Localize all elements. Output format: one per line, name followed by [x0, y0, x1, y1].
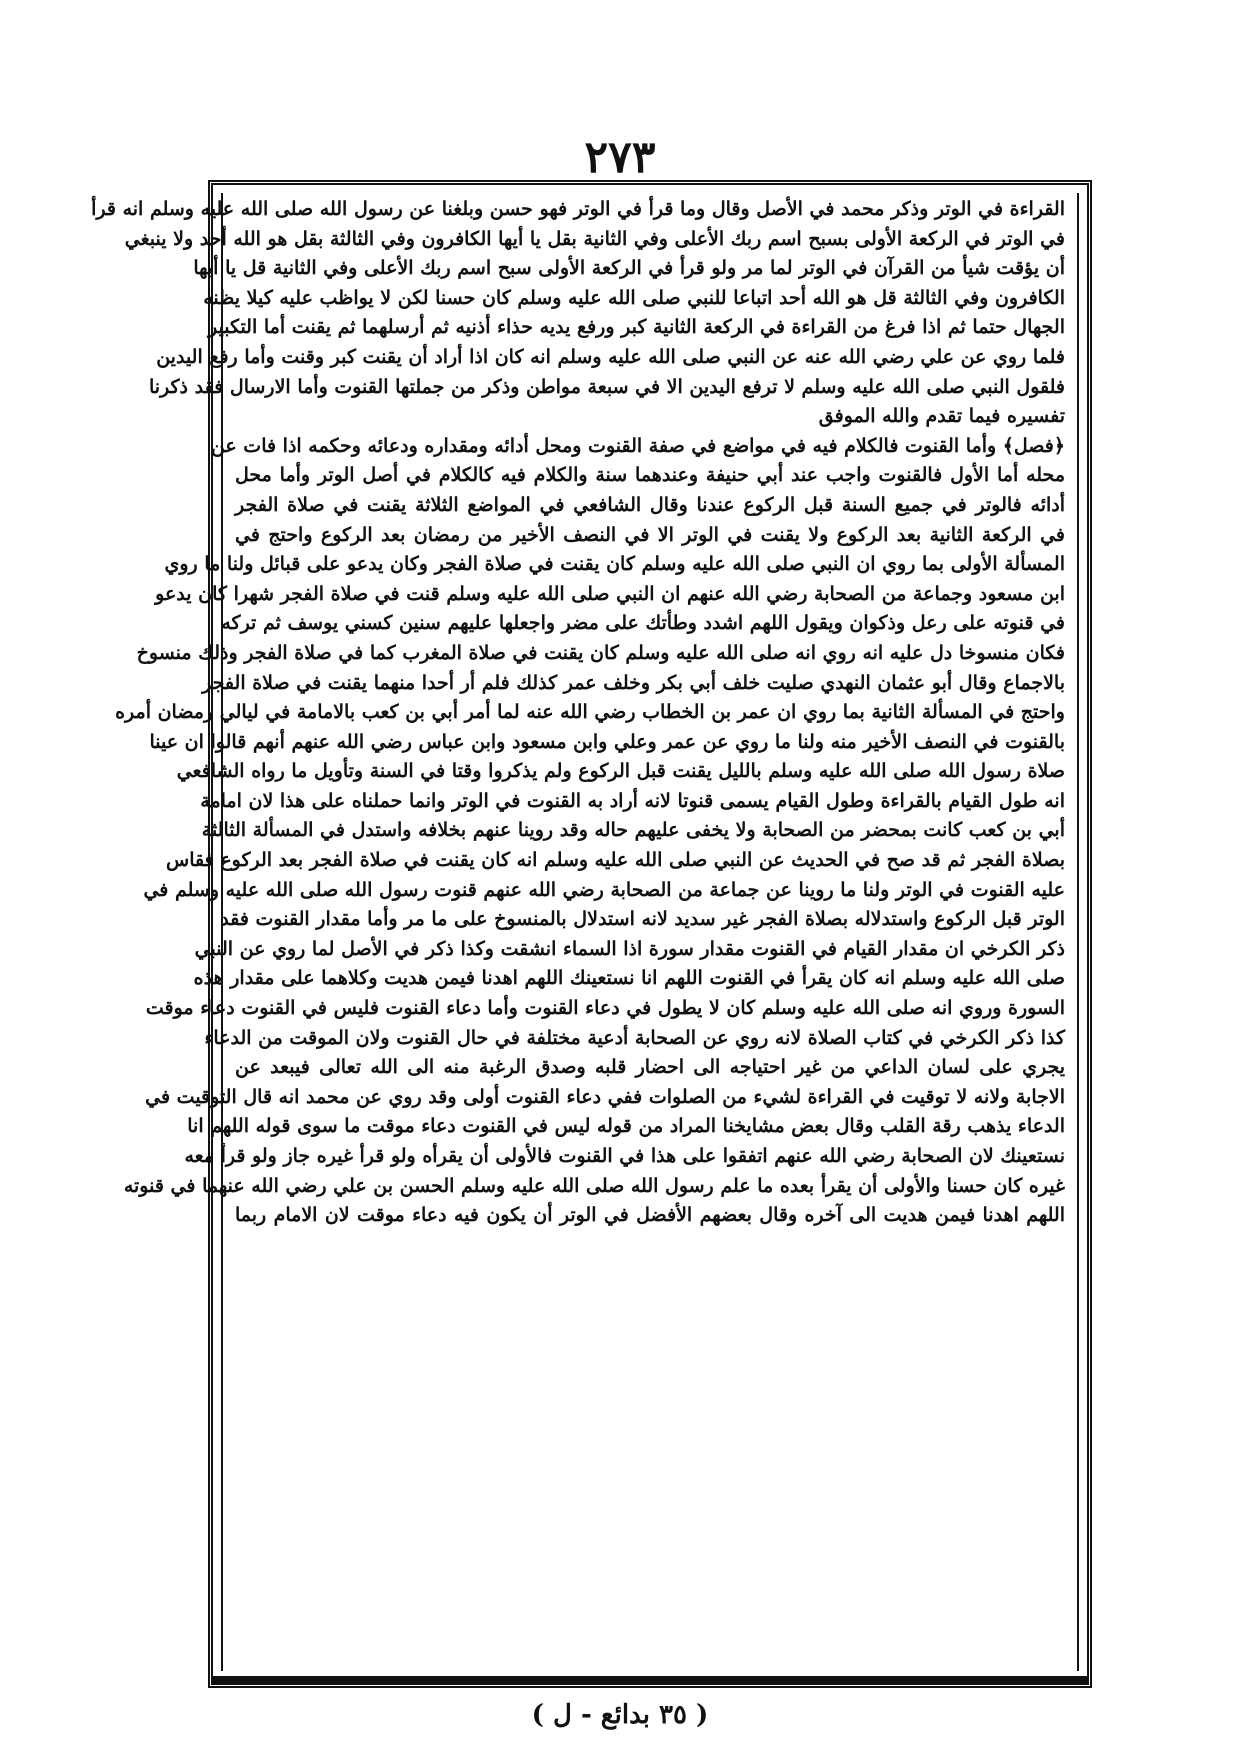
- text-line: السورة وروي انه صلى الله عليه وسلم كان لا يطول في دعاء القنوت وأما دعاء القنوت فليس في القنوت دعاء موقت: [145, 997, 1065, 1020]
- bottom-rule: [213, 1676, 1087, 1683]
- text-line: بالاجماع وقال أبو عثمان النهدي صليت خلف أبي بكر وخلف عمر كذلك فلم أر أحدا منهما يقنت في صلاة الفجر: [202, 671, 1065, 694]
- text-line: الدعاء يذهب رقة القلب وقال بعض مشايخنا المراد من قوله ليس في القنوت دعاء موقت ما سوى قوله اللهم انا: [187, 1115, 1065, 1138]
- text-line: أبي بن كعب كانت بمحضر من الصحابة ولا يخفى عليهم حاله وقد روينا عنهم بخلافه واستدل في المسألة الثالثة: [201, 819, 1065, 842]
- text-line: بصلاة الفجر ثم قد صح في الحديث عن النبي صلى الله عليه وسلم انه كان يقنت في صلاة الفجر بعد الركوع فقاس: [166, 849, 1065, 872]
- text-line: في الركعة الثانية بعد الركوع ولا يقنت في الوتر الا في النصف الأخير من رمضان بعد الركوع واحتج في: [235, 523, 1065, 546]
- text-line: ابن مسعود وجماعة من الصحابة رضي الله عنهم ان النبي صلى الله عليه وسلم قنت في صلاة الفجر شهرا كان يدعو: [155, 582, 1065, 605]
- text-line: انه طول القيام بالقراءة وطول القيام يسمى قنوتا لانه أراد به القنوت في الوتر وانما حملناه على هذا لان امامة: [200, 789, 1065, 812]
- page-number: ٢٧٣: [584, 132, 656, 183]
- text-line: ﴿فصل﴾ وأما القنوت فالكلام فيه في مواضع في صفة القنوت ومحل أدائه ومقداره ودعائه وحكمه اذا فات عن: [210, 434, 1065, 457]
- text-line: غيره كان حسنا والأولى أن يقرأ بعده ما علم رسول الله صلى الله عليه وسلم الحسن بن علي رضي الله عنهما في قنوته: [123, 1174, 1065, 1197]
- text-line: نستعينك لان الصحابة رضي الله عنهم اتفقوا على هذا في القنوت فالأولى أن يقرأه ولو قرأ غيره جاز ولو قرأ معه: [184, 1145, 1065, 1167]
- text-line: محله أما الأول فالقنوت واجب عند أبي حنيفة وعندهما سنة والكلام فيه كالكلام في أصل الوتر وأما محل: [235, 464, 1065, 487]
- text-line: صلاة رسول الله صلى الله عليه وسلم بالليل يقنت قبل الركوع ولم يذكروا وقتا في السنة وتأويل ما رواه الشافعي: [176, 760, 1065, 783]
- text-line: صلى الله عليه وسلم انه كان يقرأ في القنوت اللهم انا نستعينك اللهم اهدنا فيمن هديت وكلاهما على مقدار هذه: [193, 967, 1065, 990]
- text-line: الكافرون وفي الثالثة قل هو الله أحد اتباعا للنبي صلى الله عليه وسلم كان حسنا لكن لا يواظب عليه كيلا يظنه: [203, 286, 1065, 309]
- text-line: فكان منسوخا دل عليه انه روي انه صلى الله عليه وسلم كان يقنت في صلاة المغرب كما في صلاة الفجر وذلك منسوخ: [136, 641, 1065, 664]
- text-line: الجهال حتما ثم اذا فرغ من القراءة في الركعة الثانية كبر ورفع يديه حذاء أذنيه ثم أرسلهما ثم يقنت أما التكبير: [208, 316, 1065, 339]
- page-border-frame: [91, 180, 1092, 1688]
- text-line: فلما روي عن علي رضي الله عنه عن النبي صلى الله عليه وسلم انه كان اذا أراد أن يقنت كبر وقنت وأما رفع اليدين: [156, 345, 1065, 368]
- text-line: الوتر قبل الركوع واستدلاله بصلاة الفجر غير سديد لانه استدلال بالمنسوخ على ما مر وأما مقدار القنوت فقد: [220, 908, 1065, 931]
- text-line: بالقنوت في النصف الأخير منه ولنا ما روي عن عمر وعلي وابن مسعود وابن عباس رضي الله عنهم أنهم قالوا ان عينا: [149, 730, 1065, 753]
- text-line: في الوتر في الركعة الأولى بسبح اسم ربك الأعلى وفي الثانية بقل يا أيها الكافرون وفي الثالثة بقل هو الله أحد ولا ينبغي: [124, 227, 1065, 250]
- text-line: تفسيره فيما تقدم والله الموفق: [818, 405, 1065, 428]
- text-line: القراءة في الوتر وذكر محمد في الأصل وقال وما قرأ في الوتر فهو حسن وبلغنا عن رسول الله صلى الله عليه وسلم انه قرأ: [91, 198, 1065, 220]
- text-line: الاجابة ولانه لا توقيت في القراءة لشيء من الصلوات ففي دعاء القنوت أولى وقد روي عن محمد انه قال التوقيت في: [145, 1085, 1065, 1108]
- body-text: [91, 195, 1065, 1231]
- text-line: كذا ذكر الكرخي في كتاب الصلاة لانه روي عن الصحابة أدعية مختلفة في حال القنوت ولان الموقت من الدعاء: [204, 1026, 1065, 1049]
- text-line: اللهم اهدنا فيمن هديت الى آخره وقال بعضهم الأفضل في الوتر أن يكون فيه دعاء موقت لان الامام ربما: [235, 1204, 1065, 1227]
- text-line: في قنوته على رعل وذكوان ويقول اللهم اشدد وطأتك على مضر واجعلها عليهم سنين كسني يوسف ثم تركه: [221, 612, 1065, 635]
- text-line: فلقول النبي صلى الله عليه وسلم لا ترفع اليدين الا في سبعة مواطن وذكر من جملتها القنوت وأما الارسال فقد ذكرنا: [148, 375, 1065, 398]
- text-line: المسألة الأولى بما روي ان النبي صلى الله عليه وسلم كان يقنت في صلاة الفجر وكان يدعو على قبائل ولنا ما روي: [164, 553, 1065, 576]
- text-line: واحتج في المسألة الثانية بما روي ان عمر بن الخطاب رضي الله عنه لما أمر أبي بن كعب بالامامة في ليالي رمضان أمره: [115, 701, 1065, 724]
- text-line: أدائه فالوتر في جميع السنة قبل الركوع عندنا وقال الشافعي في المواضع الثلاثة يقنت في صلاة الفجر: [235, 493, 1065, 516]
- printer-signature: ( ٣٥ بدائع - ل ): [531, 1700, 709, 1730]
- text-line: عليه القنوت في الوتر ولنا ما روينا عن جماعة من الصحابة رضي الله عنهم قنوت رسول الله صلى الله عليه وسلم في: [143, 878, 1065, 901]
- text-line: يجري على لسان الداعي من غير احتياجه الى احضار قلبه وصدق الرغبة منه الى الله تعالى فيبعد عن: [235, 1056, 1065, 1079]
- text-line: أن يؤقت شيأ من القرآن في الوتر لما مر ولو قرأ في الركعة الأولى سبح اسم ربك الأعلى وفي الثانية قل يا أيها: [193, 257, 1065, 280]
- text-line: ذكر الكرخي ان مقدار القيام في القنوت مقدار سورة اذا السماء انشقت وكذا ذكر في الأصل لما روي عن النبي: [194, 937, 1065, 960]
